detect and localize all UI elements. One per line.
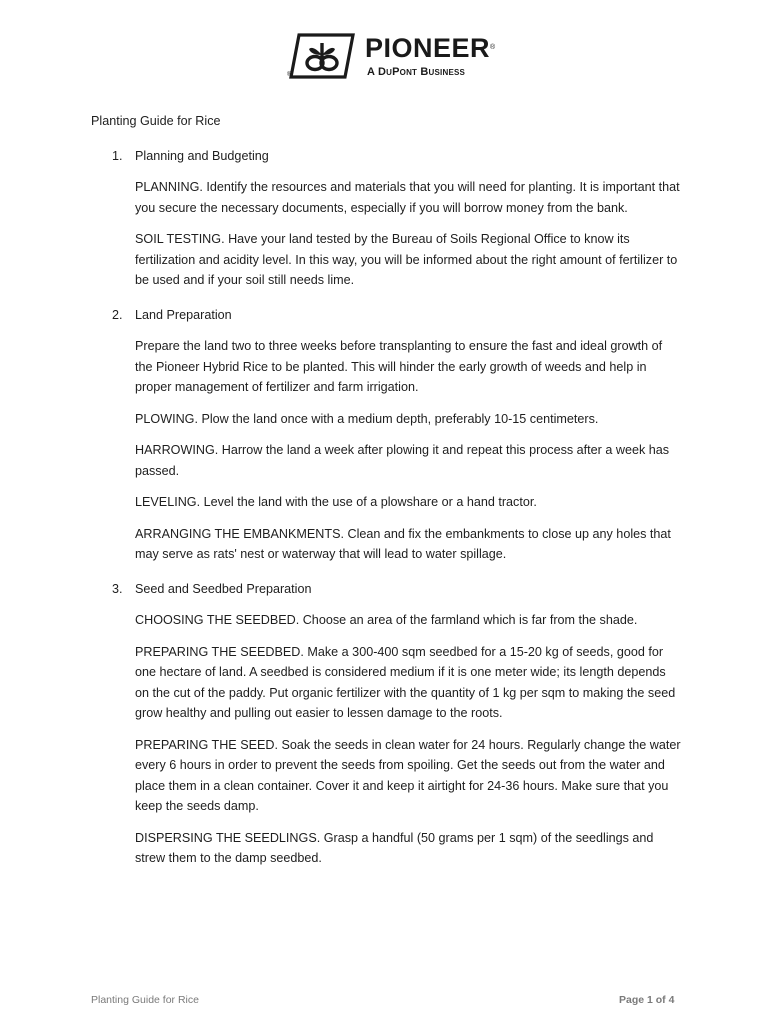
pioneer-logo bbox=[287, 31, 496, 81]
section-seed-seedbed bbox=[91, 579, 681, 869]
section-number: 1. bbox=[112, 148, 123, 163]
section-land-preparation bbox=[91, 305, 681, 565]
paragraph-planning: PLANNING. Identify the resources and materials that you will need for planting. It is important that you secure the necessary documents, especially if you will borrow money from the bank. bbox=[135, 180, 680, 215]
paragraph-harrowing: HARROWING. Harrow the land a week after plowing it and repeat this process after a week has passed. bbox=[135, 443, 670, 478]
logo-registered-mark: ® bbox=[287, 72, 292, 78]
logo-wordmark bbox=[365, 33, 496, 63]
logo-trademark: ® bbox=[490, 44, 496, 51]
section-heading bbox=[91, 579, 681, 600]
section-title: Planning and Budgeting bbox=[135, 148, 269, 163]
paragraph-dispersing-seedlings: DISPERSING THE SEEDLINGS. Grasp a handful (50 grams per 1 sqm) of the seedlings and strew them to the damp seedbed. bbox=[135, 830, 654, 865]
section-heading bbox=[91, 146, 681, 167]
paragraph-embankments: ARRANGING THE EMBANKMENTS. Clean and fix the embankments to close up any holes that may serve as rats' nest or waterway that will lead to water spillage. bbox=[135, 526, 671, 561]
paragraph-choosing-seedbed: CHOOSING THE SEEDBED. Choose an area of the farmland which is far from the shade. bbox=[135, 613, 638, 627]
paragraph-preparing-seedbed: PREPARING THE SEEDBED. Make a 300-400 sqm seedbed for a 15-20 kg of seeds, good for one hectare of land. A seedbed is considered medium if it is one meter wide; its length depends on the cut of the paddy. Put organic fertilizer with the quantity of 1 kg per sqm to making the seed grow healthy and pulling out easier to lessen damage to the roots. bbox=[135, 644, 676, 720]
pioneer-emblem-icon bbox=[287, 33, 355, 79]
page-number: Page 1 of 4 bbox=[619, 994, 675, 1006]
paragraph-leveling: LEVELING. Level the land with the use of a plowshare or a hand tractor. bbox=[135, 495, 537, 509]
paragraph-soil-testing: SOIL TESTING. Have your land tested by the Bureau of Soils Regional Office to know its fertilization and acidity level. In this way, you will be informed about the right amount of fertilizer to be used and if your soil still needs lime. bbox=[135, 232, 678, 287]
section-number: 3. bbox=[112, 581, 123, 596]
paragraph-land-intro: Prepare the land two to three weeks before transplanting to ensure the fast and ideal growth of the Pioneer Hybrid Rice to be planted. This will hinder the early growth of weeds and help in proper management of fertilizer and farm irrigation. bbox=[135, 339, 663, 394]
section-title: Seed and Seedbed Preparation bbox=[135, 581, 312, 596]
document-title: Planting Guide for Rice bbox=[91, 114, 221, 128]
paragraph-plowing: PLOWING. Plow the land once with a medium depth, preferably 10-15 centimeters. bbox=[135, 411, 599, 426]
document-body bbox=[91, 111, 681, 880]
section-number: 2. bbox=[112, 307, 123, 322]
section-heading bbox=[91, 305, 681, 326]
logo-name: PIONEER bbox=[365, 33, 491, 63]
footer-title: Planting Guide for Rice bbox=[91, 994, 199, 1006]
section-title: Land Preparation bbox=[135, 307, 232, 322]
paragraph-preparing-seed: PREPARING THE SEED. Soak the seeds in clean water for 24 hours. Regularly change the water every 6 hours in order to prevent the seeds from spoiling. Get the seeds out from the water and place them in a clean container. Cover it and keep it airtight for 24-36 hours. Make sure that you keep the seeds damp. bbox=[135, 737, 681, 813]
section-planning-budgeting bbox=[91, 146, 681, 291]
logo-subtitle: A DuPont Business bbox=[367, 66, 466, 78]
